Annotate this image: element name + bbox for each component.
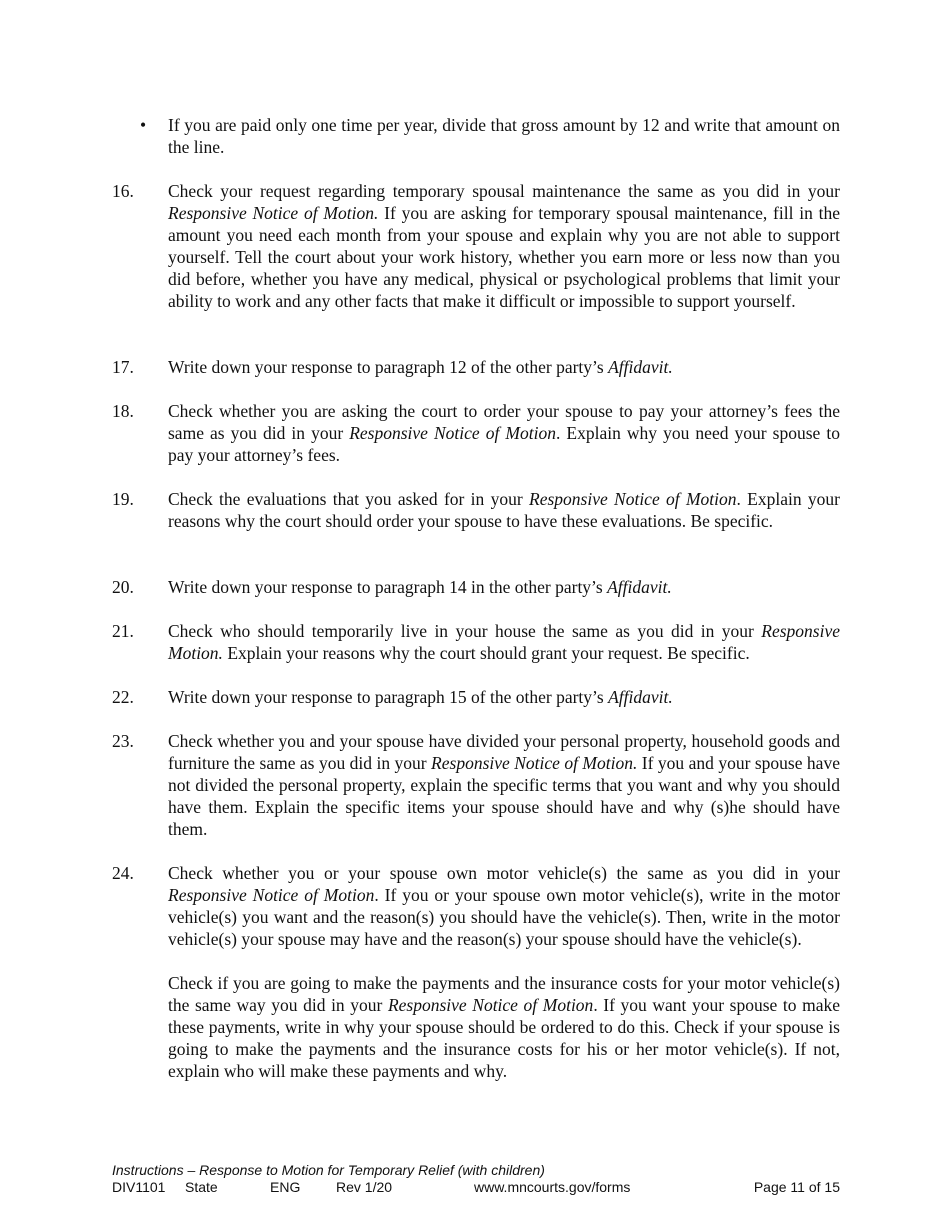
italic-title: Responsive Notice of Motion — [168, 885, 375, 905]
item-number: 20. — [112, 577, 134, 597]
item-number: 19. — [112, 489, 134, 509]
item-paragraph: Check whether you or your spouse own motor vehicle(s) the same as you did in your Responsive Notice of Motion. If you or your spouse own motor vehicle(s), write in the motor vehicle(s) you want and the reason(s) you should have the vehicle(s). Then, write in the motor vehicle(s) your spouse may have and the reason(s) your spouse should have the vehicle(s). — [168, 863, 840, 949]
italic-title: Affidavit. — [608, 687, 673, 707]
italic-title: Responsive Notice of Motion — [387, 995, 594, 1015]
instruction-item-16 — [112, 180, 840, 312]
item-number: 21. — [112, 621, 134, 641]
item-number: 23. — [112, 731, 134, 751]
footer-language: ENG — [270, 1179, 301, 1195]
item-number: 24. — [112, 863, 134, 883]
instruction-item-17 — [112, 356, 840, 378]
item-text — [168, 576, 840, 598]
item-paragraph: Check your request regarding temporary spousal maintenance the same as you did in your Responsive Notice of Motion. If you are asking for temporary spousal maintenance, fill in the amount you need each month from your spouse and explain why you are not able to support yourself. Tell the court about your work history, whether you earn more or less now than you did before, whether you have any medical, physical or psychological problems that limit your ability to work and any other facts that make it difficult or impossible to support yourself. — [168, 181, 840, 311]
footer-meta-row — [112, 1179, 840, 1196]
item-paragraph: Write down your response to paragraph 15 of the other party’s Affidavit. — [168, 687, 673, 707]
italic-title: Affidavit. — [608, 357, 673, 377]
item-text — [168, 180, 840, 312]
footer-page-number: Page 11 of 15 — [753, 1179, 840, 1195]
italic-title: Responsive Notice of Motion. — [168, 203, 379, 223]
instruction-item-24 — [112, 862, 840, 1082]
footer-jurisdiction: State — [185, 1179, 218, 1195]
item-text — [168, 620, 840, 664]
italic-title: Responsive Notice of Motion. — [431, 753, 638, 773]
footer-title: Instructions – Response to Motion for Temporary Relief (with children) — [112, 1162, 545, 1178]
footer-url: www.mncourts.gov/forms — [474, 1179, 631, 1195]
item-text — [168, 356, 840, 378]
item-paragraph: Write down your response to paragraph 14 in the other party’s Affidavit. — [168, 577, 672, 597]
italic-title: Affidavit. — [607, 577, 672, 597]
footer-form-id: DIV1101 — [112, 1179, 166, 1195]
page-footer — [112, 1162, 840, 1196]
instruction-item-19 — [112, 488, 840, 532]
item-paragraph: Check who should temporarily live in your house the same as you did in your Responsive Motion. Explain your reasons why the court should grant your request. Be specific. — [168, 621, 840, 663]
instruction-item-22 — [112, 686, 840, 708]
item-text — [168, 730, 840, 840]
item-text — [168, 686, 840, 708]
item-paragraph: Check whether you and your spouse have divided your personal property, household goods and furniture the same as you did in your Responsive Notice of Motion. If you and your spouse have not divided the personal property, explain the specific terms that you want and why you should have them. Explain the specific items your spouse should have and why (s)he should have them. — [168, 731, 840, 839]
item-text — [168, 488, 840, 532]
item-paragraph: Check the evaluations that you asked for in your Responsive Notice of Motion. Explain your reasons why the court should order your spouse to have these evaluations. Be specific. — [168, 489, 840, 531]
instruction-item-18 — [112, 400, 840, 466]
bullet-item — [140, 114, 840, 158]
item-number: 22. — [112, 687, 134, 707]
italic-title: Responsive Notice of Motion — [529, 489, 737, 509]
instruction-item-23 — [112, 730, 840, 840]
italic-title: Responsive Notice of Motion — [349, 423, 556, 443]
item-number: 18. — [112, 401, 134, 421]
item-paragraph: Check if you are going to make the payments and the insurance costs for your motor vehicle(s) the same way you did in your Responsive Notice of Motion. If you want your spouse to make these payments, write in why your spouse should be ordered to do this. Check if your spouse is going to make the payments and the insurance costs for his or her motor vehicle(s). If not, explain who will make these payments and why. — [168, 973, 840, 1081]
item-text — [168, 862, 840, 1082]
item-text — [168, 400, 840, 466]
instruction-item-21 — [112, 620, 840, 664]
bullet-text: If you are paid only one time per year, divide that gross amount by 12 and write that amount on the line. — [168, 115, 840, 157]
item-paragraph: Check whether you are asking the court to order your spouse to pay your attorney’s fees the same as you did in your Responsive Notice of Motion. Explain why you need your spouse to pay your attorney’s fees. — [168, 401, 840, 465]
item-number: 17. — [112, 357, 134, 377]
item-paragraph: Write down your response to paragraph 12 of the other party’s Affidavit. — [168, 357, 673, 377]
instruction-item-20 — [112, 576, 840, 598]
italic-title: Responsive Motion. — [168, 621, 840, 663]
footer-revision: Rev 1/20 — [336, 1179, 393, 1195]
item-number: 16. — [112, 181, 134, 201]
bullet-mark: • — [140, 115, 147, 135]
